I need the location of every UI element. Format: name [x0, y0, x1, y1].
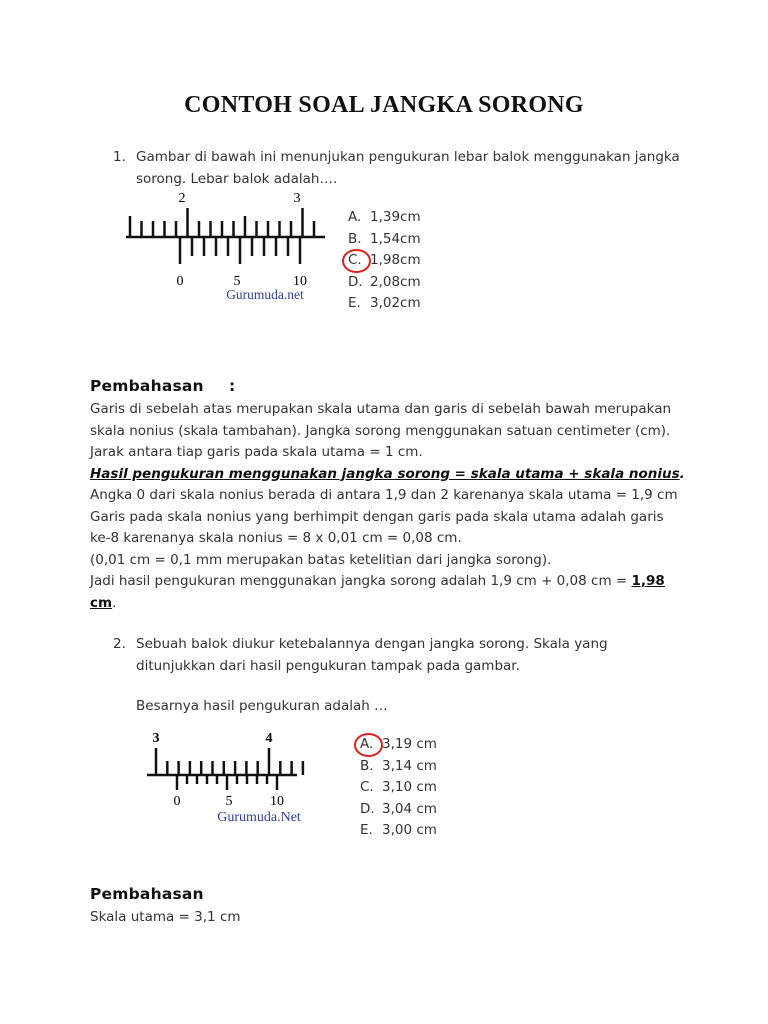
- option-d[interactable]: D. 3,04 cm: [360, 800, 437, 817]
- pembahasan-2-line-1: Skala utama = 3,1 cm: [90, 909, 241, 925]
- question-2-line-1: Sebuah balok diukur ketebalannya dengan jangka sorong. Skala yang: [136, 636, 608, 652]
- vernier-scale-ticks: [180, 237, 300, 264]
- vernier-label-0: 0: [176, 274, 184, 289]
- question-1-options: [348, 207, 421, 315]
- option-e[interactable]: E. 3,02cm: [348, 295, 421, 312]
- explanation-line-2: skala nonius (skala tambahan). Jangka sorong menggunakan satuan centimeter (cm).: [90, 422, 671, 439]
- question-2-prompt: Besarnya hasil pengukuran adalah …: [136, 698, 388, 714]
- explanation-line-5: Garis pada skala nonius yang berhimpit dengan garis pada skala utama adalah garis: [90, 508, 664, 525]
- vernier-label-5: 5: [225, 794, 233, 809]
- question-2-line-2: ditunjukkan dari hasil pengukuran tampak pada gambar.: [136, 658, 520, 674]
- vernier-label-10: 10: [270, 794, 284, 809]
- question-1-number: 1.: [113, 149, 126, 165]
- page-title: CONTOH SOAL JANGKA SORONG: [184, 92, 584, 118]
- question-1-line-2: sorong. Lebar balok adalah….: [136, 171, 338, 187]
- watermark-2: Gurumuda.Net: [217, 810, 301, 825]
- question-2-text: [136, 633, 696, 677]
- vernier-scale-ticks: [177, 775, 277, 790]
- main-label-3: 3: [293, 191, 301, 206]
- option-b[interactable]: B. 1,54cm: [348, 230, 421, 247]
- formula-line: Hasil pengukuran menggunakan jangka sorong = skala utama + skala nonius.: [90, 465, 685, 482]
- explanation-line-6: ke-8 karenanya skala nonius = 8 x 0,01 cm = 0,08 cm.: [90, 530, 462, 546]
- main-label-2: 2: [178, 191, 186, 206]
- question-1-line-1: Gambar di bawah ini menunjukan pengukuran lebar balok menggunakan jangka: [136, 149, 680, 165]
- final-line-unit: cm.: [90, 594, 117, 611]
- option-e[interactable]: E. 3,00 cm: [360, 822, 437, 839]
- option-b[interactable]: B. 3,14 cm: [360, 757, 437, 774]
- vernier-figure-2: [145, 726, 325, 826]
- pembahasan-1-colon: :: [229, 377, 236, 395]
- vernier-label-5: 5: [233, 274, 241, 289]
- question-1-text: [136, 146, 696, 190]
- option-a[interactable]: A. 1,39cm: [348, 209, 421, 225]
- main-label-3: 3: [152, 731, 160, 746]
- option-c[interactable]: C. 3,10 cm: [360, 779, 437, 796]
- option-d[interactable]: D. 2,08cm: [348, 273, 421, 290]
- explanation-line-1: Garis di sebelah atas merupakan skala utama dan garis di sebelah bawah merupakan: [90, 401, 672, 417]
- watermark-1: Gurumuda.net: [226, 287, 304, 302]
- main-label-4: 4: [265, 731, 273, 746]
- final-value: 1,98: [631, 573, 665, 589]
- formula-rule: Hasil pengukuran menggunakan jangka sorong = skala utama + skala nonius: [90, 465, 680, 482]
- explanation-line-7: (0,01 cm = 0,1 mm merupakan batas ketelitian dari jangka sorong).: [90, 551, 552, 568]
- pembahasan-1-body: [90, 399, 690, 614]
- vernier-label-0: 0: [173, 794, 181, 809]
- pembahasan-1-heading: Pembahasan: [90, 377, 204, 395]
- question-2-options: [360, 734, 437, 842]
- final-line: Jadi hasil pengukuran menggunakan jangka sorong adalah 1,9 cm + 0,08 cm = 1,98: [90, 573, 665, 589]
- question-2-number: 2.: [113, 636, 126, 652]
- answer-circle-2: [354, 733, 383, 757]
- explanation-line-3: Jarak antara tiap garis pada skala utama = 1 cm.: [90, 444, 423, 460]
- main-scale-ticks: [130, 208, 314, 237]
- vernier-label-10: 10: [293, 274, 307, 289]
- main-scale-ticks: [156, 748, 303, 775]
- option-a[interactable]: A. 3,19 cm: [360, 734, 437, 756]
- explanation-line-4: Angka 0 dari skala nonius berada di antara 1,9 dan 2 karenanya skala utama = 1,9 cm: [90, 487, 678, 503]
- vernier-figure-1: [120, 188, 330, 306]
- option-c[interactable]: C. 1,98cm: [348, 250, 421, 272]
- pembahasan-2-heading: Pembahasan: [90, 885, 204, 903]
